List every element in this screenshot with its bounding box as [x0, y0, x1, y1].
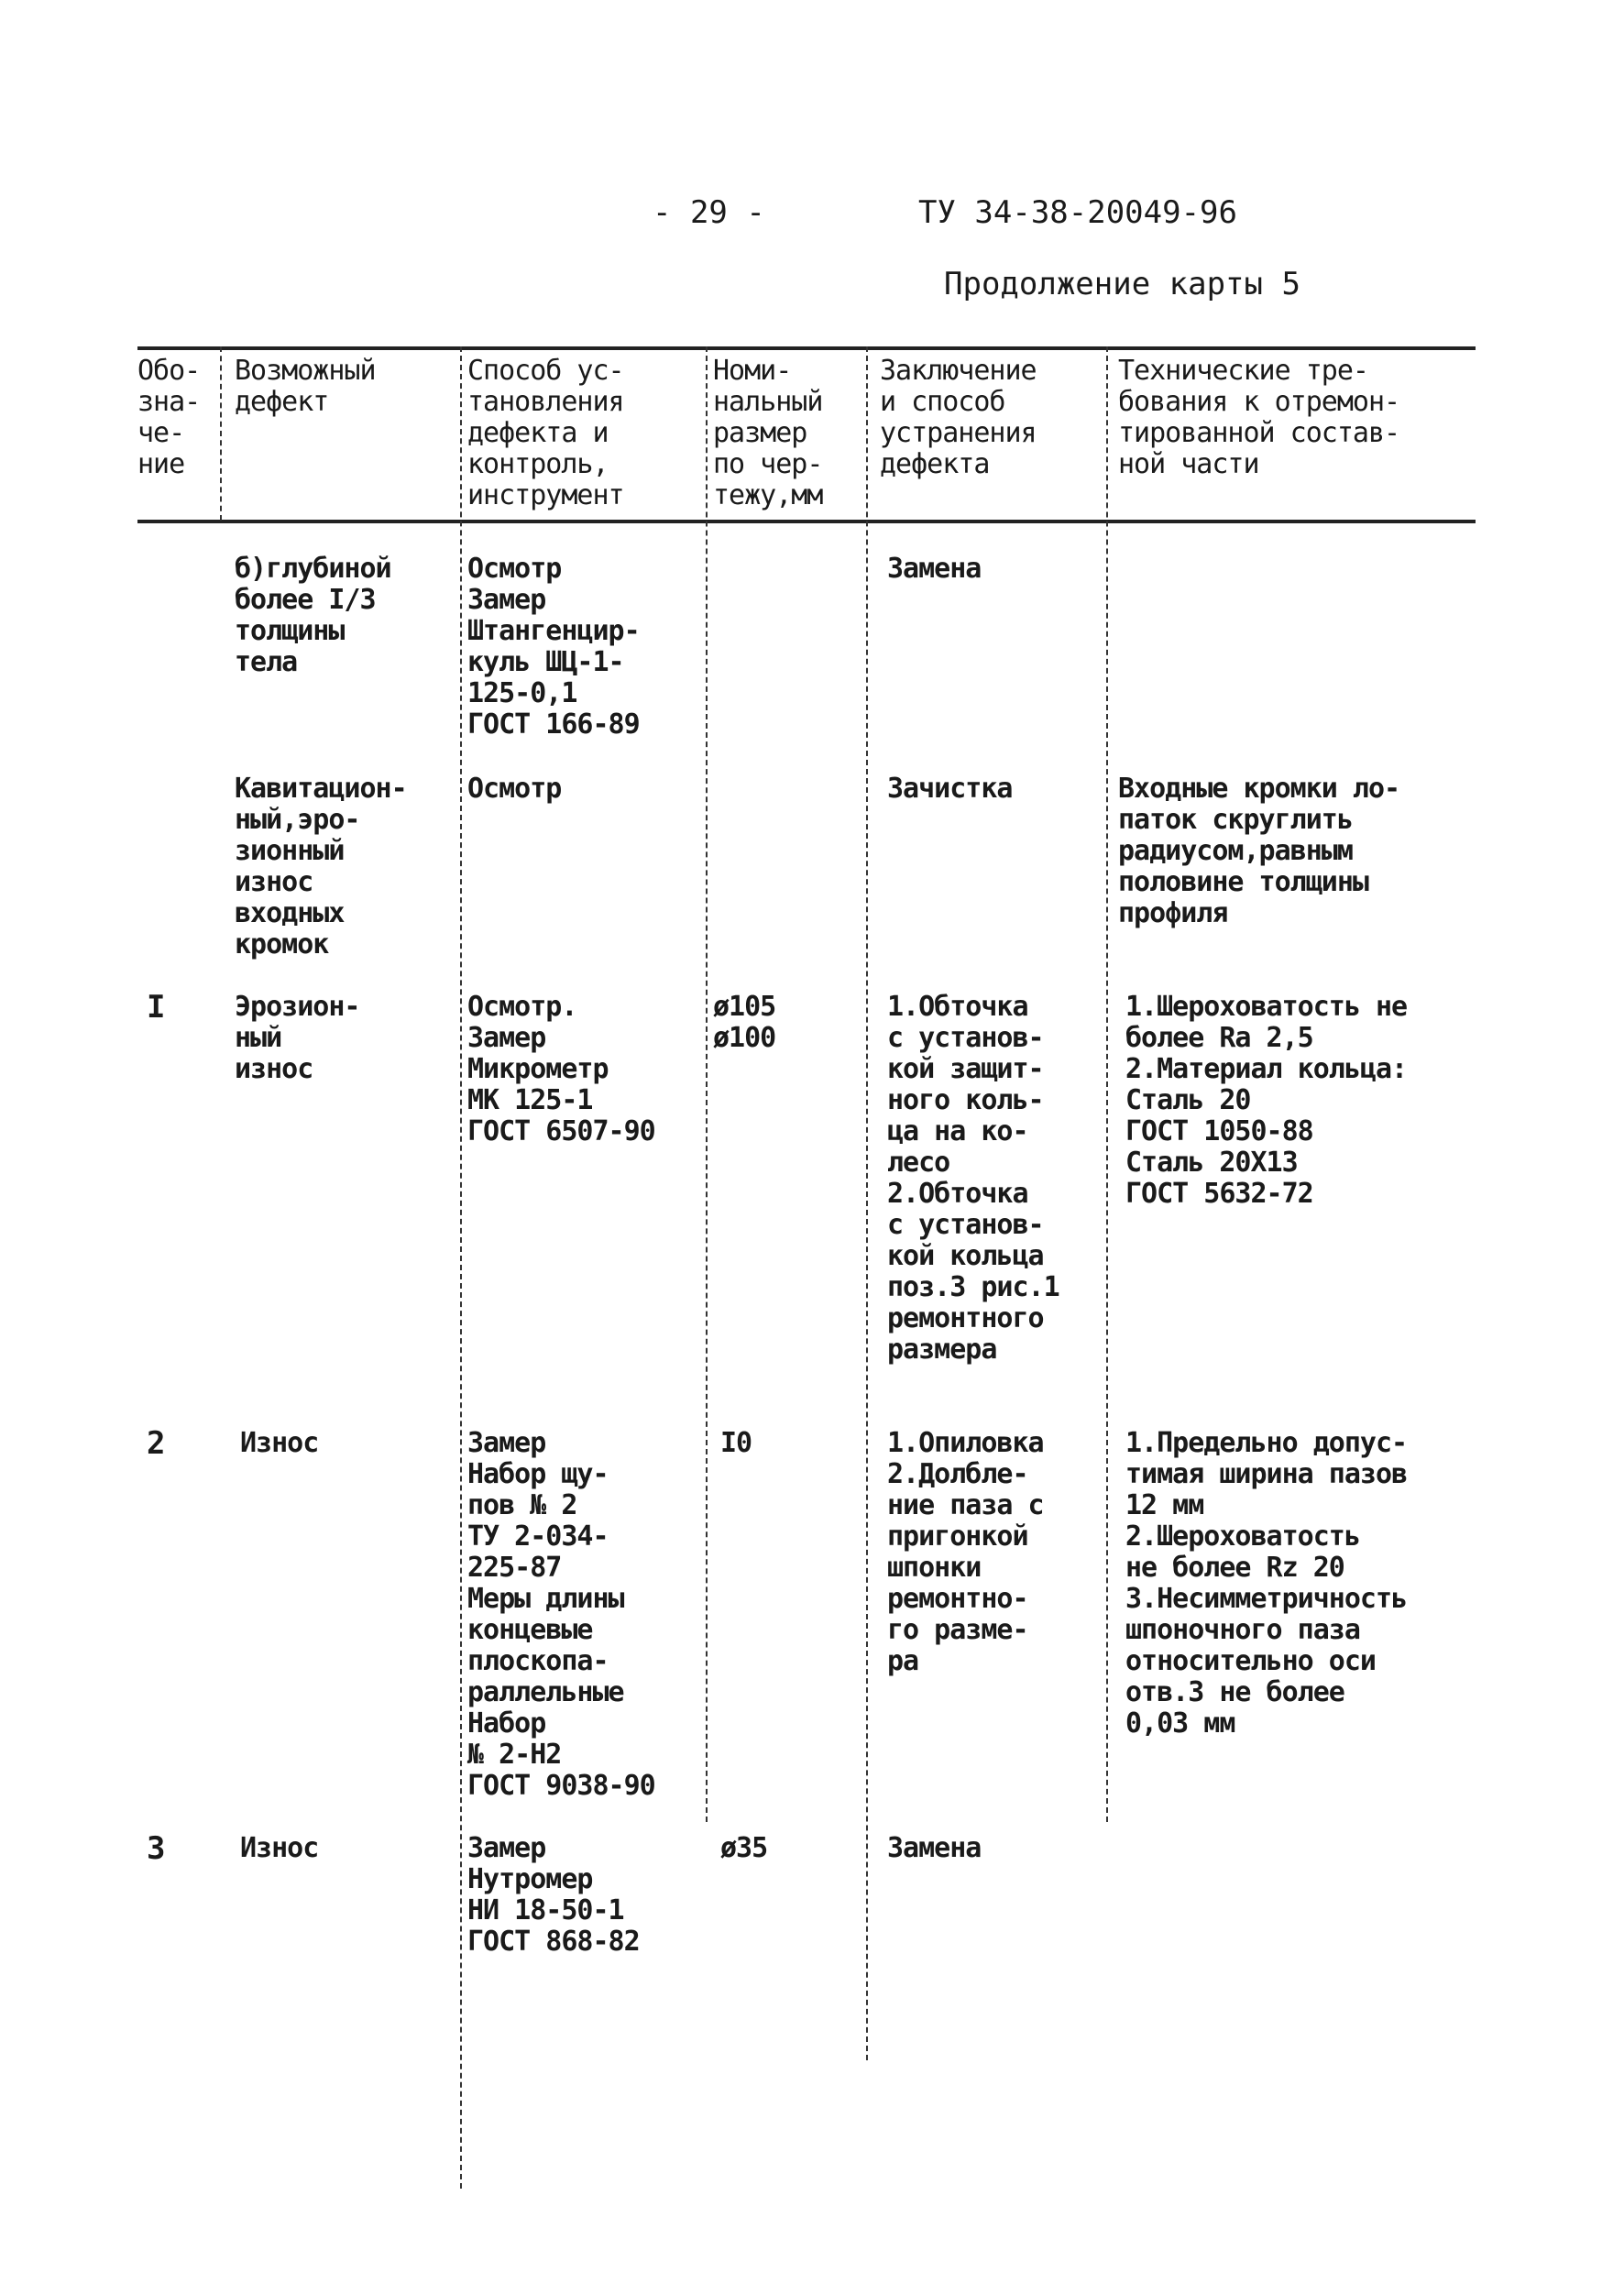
document-code: ТУ 34-38-20049-96: [918, 194, 1237, 231]
requirements-cell: Входные кромки ло- паток скруглить радиусом,равным половине толщины профиля: [1118, 773, 1400, 929]
nominal-size-cell: I0: [720, 1427, 752, 1459]
method-cell: Осмотр. Замер Микрометр МК 125-1 ГОСТ 6507-90: [467, 991, 655, 1147]
page-number: - 29 -: [653, 194, 765, 231]
method-cell: Осмотр Замер Штангенцир- куль ШЦ-1- 125-0,1 ГОСТ 166-89: [467, 553, 640, 741]
continuation-title: Продолжение карты 5: [944, 266, 1300, 302]
header-method: Способ ус- тановления дефекта и контроль, инструмент: [467, 355, 624, 511]
method-cell: Замер Нутромер НИ 18-50-1 ГОСТ 868-82: [467, 1832, 640, 1958]
conclusion-cell: Зачистка: [887, 773, 1013, 805]
table-header-rule: [137, 520, 1476, 523]
header-requirements: Технические тре- бования к отремон- тированной состав- ной части: [1118, 355, 1400, 480]
designation-cell: 2: [147, 1425, 165, 1462]
defect-cell: Эрозион- ный износ: [235, 991, 360, 1085]
column-divider: [220, 346, 222, 521]
conclusion-cell: 1.Опиловка 2.Долбле- ние паза с пригонкой шпонки ремонтно- го разме- ра: [887, 1427, 1044, 1677]
defect-cell: б)глубиной более I/3 толщины тела: [235, 553, 391, 678]
header-defect: Возможный дефект: [235, 355, 376, 418]
column-divider: [460, 346, 462, 2189]
designation-cell: I: [147, 989, 165, 1026]
defect-cell: Кавитацион- ный,эро- зионный износ входных кромок: [235, 773, 407, 960]
column-divider: [866, 346, 868, 2060]
defect-cell: Износ: [240, 1427, 319, 1459]
conclusion-cell: 1.Обточка с установ- кой защит- ного коль- ца на ко- лесо 2.Обточка с установ- кой кольца поз.3 рис.1 ремонтного размера: [887, 991, 1059, 1366]
conclusion-cell: Замена: [887, 1832, 982, 1864]
method-cell: Осмотр: [467, 773, 562, 805]
nominal-size-cell: ø105 ø100: [713, 991, 776, 1054]
column-divider: [706, 346, 708, 1822]
header-conclusion: Заключение и способ устранения дефекта: [880, 355, 1037, 480]
conclusion-cell: Замена: [887, 553, 982, 585]
table-top-rule: [137, 346, 1476, 350]
header-designation: Обо- зна- че- ние: [137, 355, 201, 480]
header-nominal-size: Номи- нальный размер по чер- тежу,мм: [713, 355, 823, 511]
requirements-cell: 1.Шероховатость не более Rа 2,5 2.Материал кольца: Сталь 20 ГОСТ 1050-88 Сталь 20Х13 ГОСТ 5632-72: [1125, 991, 1408, 1210]
nominal-size-cell: ø35: [720, 1832, 768, 1864]
requirements-cell: 1.Предельно допус- тимая ширина пазов 12 мм 2.Шероховатость не более Rz 20 3.Несимметричность шпоночного паза относительно оси отв.3 не более 0,03 мм: [1125, 1427, 1408, 1740]
column-divider: [1106, 346, 1108, 1822]
defect-cell: Износ: [240, 1832, 319, 1864]
method-cell: Замер Набор щу- пов № 2 ТУ 2-034- 225-87 Меры длины концевые плоскопа- раллельные Набор № 2-Н2 ГОСТ 9038-90: [467, 1427, 655, 1802]
designation-cell: 3: [147, 1830, 165, 1867]
